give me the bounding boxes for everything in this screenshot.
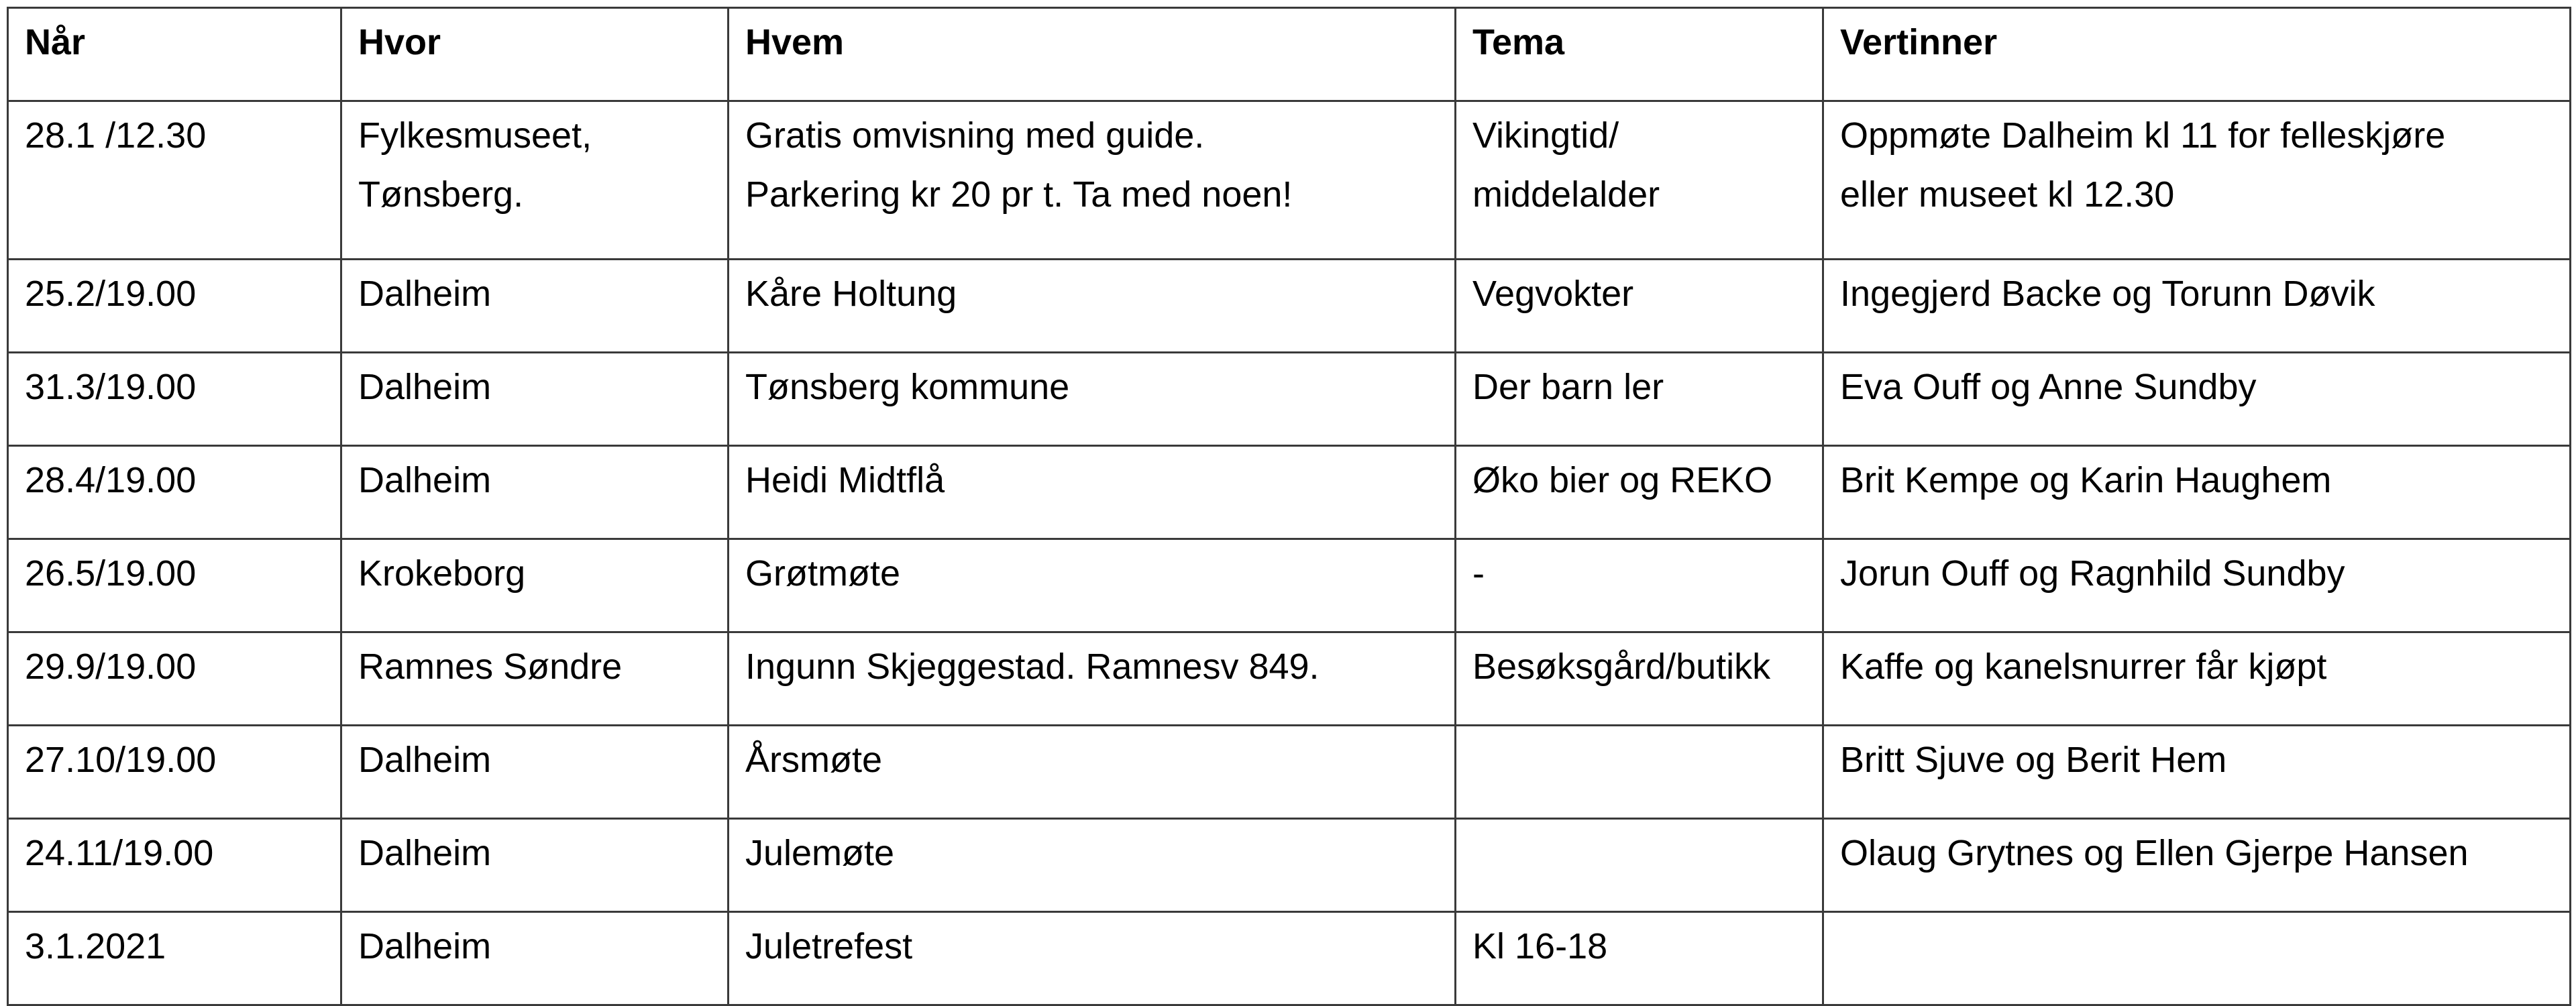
cell-text: 31.3/19.00 — [25, 367, 197, 407]
cell-hvor — [341, 912, 729, 1005]
cell-vertinner — [1823, 632, 2571, 726]
table-row — [8, 353, 2571, 446]
cell-text: Ingegjerd Backe og Torunn Døvik — [1840, 274, 2375, 314]
cell-text: Dalheim — [358, 367, 492, 407]
cell-text: 3.1.2021 — [25, 926, 166, 966]
cell-nar — [8, 260, 341, 353]
cell-text: Øko bier og REKO — [1472, 460, 1773, 500]
cell-vertinner — [1823, 912, 2571, 1005]
cell-text: Der barn ler — [1472, 367, 1664, 407]
cell-tema — [1456, 726, 1823, 819]
cell-text: Krokeborg — [358, 553, 526, 594]
table-row — [8, 260, 2571, 353]
cell-text: Heidi Midtflå — [745, 460, 945, 500]
table-row — [8, 819, 2571, 912]
cell-text: Ramnes Søndre — [358, 647, 623, 687]
cell-text: Juletrefest — [745, 926, 913, 966]
cell-text: Kl 16-18 — [1472, 926, 1608, 966]
cell-text: 29.9/19.00 — [25, 647, 197, 687]
header-vertinner: Vertinner — [1823, 8, 2571, 101]
cell-text: Grøtmøte — [745, 553, 900, 594]
table-row — [8, 539, 2571, 632]
cell-hvor — [341, 446, 729, 539]
cell-text: Tønsberg kommune — [745, 367, 1070, 407]
cell-hvem — [729, 632, 1456, 726]
cell-text: - — [1472, 553, 1485, 594]
header-hvem: Hvem — [729, 8, 1456, 101]
cell-text: Dalheim — [358, 274, 492, 314]
cell-hvor — [341, 101, 729, 260]
cell-tema — [1456, 260, 1823, 353]
schedule-table — [7, 7, 2571, 1006]
cell-nar — [8, 819, 341, 912]
cell-vertinner — [1823, 260, 2571, 353]
cell-nar — [8, 446, 341, 539]
cell-text: 24.11/19.00 — [25, 833, 214, 873]
cell-text: Fylkesmuseet, Tønsberg. — [358, 115, 592, 215]
cell-hvor — [341, 726, 729, 819]
cell-text: Dalheim — [358, 740, 492, 780]
cell-hvor — [341, 632, 729, 726]
cell-text: 27.10/19.00 — [25, 740, 217, 780]
cell-hvem — [729, 260, 1456, 353]
cell-hvem — [729, 539, 1456, 632]
cell-text: Dalheim — [358, 460, 492, 500]
cell-text: Jorun Ouff og Ragnhild Sundby — [1840, 553, 2345, 594]
header-tema: Tema — [1456, 8, 1823, 101]
cell-hvem — [729, 819, 1456, 912]
cell-tema — [1456, 539, 1823, 632]
cell-text: Ingunn Skjeggestad. Ramnesv 849. — [745, 647, 1320, 687]
cell-text: Brit Kempe og Karin Haughem — [1840, 460, 2332, 500]
cell-tema — [1456, 101, 1823, 260]
cell-text: 26.5/19.00 — [25, 553, 197, 594]
table-row — [8, 446, 2571, 539]
cell-nar — [8, 539, 341, 632]
cell-hvem — [729, 446, 1456, 539]
table-row — [8, 726, 2571, 819]
cell-hvor — [341, 353, 729, 446]
cell-hvor — [341, 260, 729, 353]
cell-tema — [1456, 819, 1823, 912]
cell-vertinner — [1823, 726, 2571, 819]
cell-nar — [8, 101, 341, 260]
cell-hvem — [729, 912, 1456, 1005]
cell-vertinner — [1823, 446, 2571, 539]
cell-vertinner — [1823, 819, 2571, 912]
cell-vertinner — [1823, 539, 2571, 632]
cell-hvor — [341, 819, 729, 912]
cell-text: Besøksgård/butikk — [1472, 647, 1771, 687]
table-row — [8, 632, 2571, 726]
cell-vertinner — [1823, 353, 2571, 446]
table-header-row — [8, 8, 2571, 101]
cell-hvem — [729, 726, 1456, 819]
table-row — [8, 101, 2571, 260]
cell-vertinner — [1823, 101, 2571, 260]
cell-text: Vikingtid/ middelalder — [1472, 115, 1660, 215]
cell-tema — [1456, 353, 1823, 446]
cell-text: 25.2/19.00 — [25, 274, 197, 314]
cell-text: Gratis omvisning med guide. Parkering kr 20 pr t. Ta med noen! — [745, 115, 1293, 215]
cell-tema — [1456, 632, 1823, 726]
cell-hvem — [729, 353, 1456, 446]
cell-text: Kåre Holtung — [745, 274, 957, 314]
cell-text: Eva Ouff og Anne Sundby — [1840, 367, 2257, 407]
cell-text: Årsmøte — [745, 740, 883, 780]
cell-nar — [8, 353, 341, 446]
cell-text: 28.1 /12.30 — [25, 115, 207, 156]
cell-tema — [1456, 912, 1823, 1005]
header-nar: Når — [8, 8, 341, 101]
cell-text: Britt Sjuve og Berit Hem — [1840, 740, 2227, 780]
cell-text: Vegvokter — [1472, 274, 1634, 314]
table-row — [8, 912, 2571, 1005]
cell-hvor — [341, 539, 729, 632]
cell-text: Oppmøte Dalheim kl 11 for felleskjøre eller museet kl 12.30 — [1840, 115, 2446, 215]
cell-text: Dalheim — [358, 926, 492, 966]
cell-tema — [1456, 446, 1823, 539]
cell-nar — [8, 632, 341, 726]
cell-text: Olaug Grytnes og Ellen Gjerpe Hansen — [1840, 833, 2469, 873]
cell-text: Julemøte — [745, 833, 895, 873]
cell-hvem — [729, 101, 1456, 260]
cell-nar — [8, 912, 341, 1005]
cell-text: Dalheim — [358, 833, 492, 873]
header-hvor: Hvor — [341, 8, 729, 101]
cell-text: 28.4/19.00 — [25, 460, 197, 500]
cell-text: Kaffe og kanelsnurrer får kjøpt — [1840, 647, 2327, 687]
cell-nar — [8, 726, 341, 819]
